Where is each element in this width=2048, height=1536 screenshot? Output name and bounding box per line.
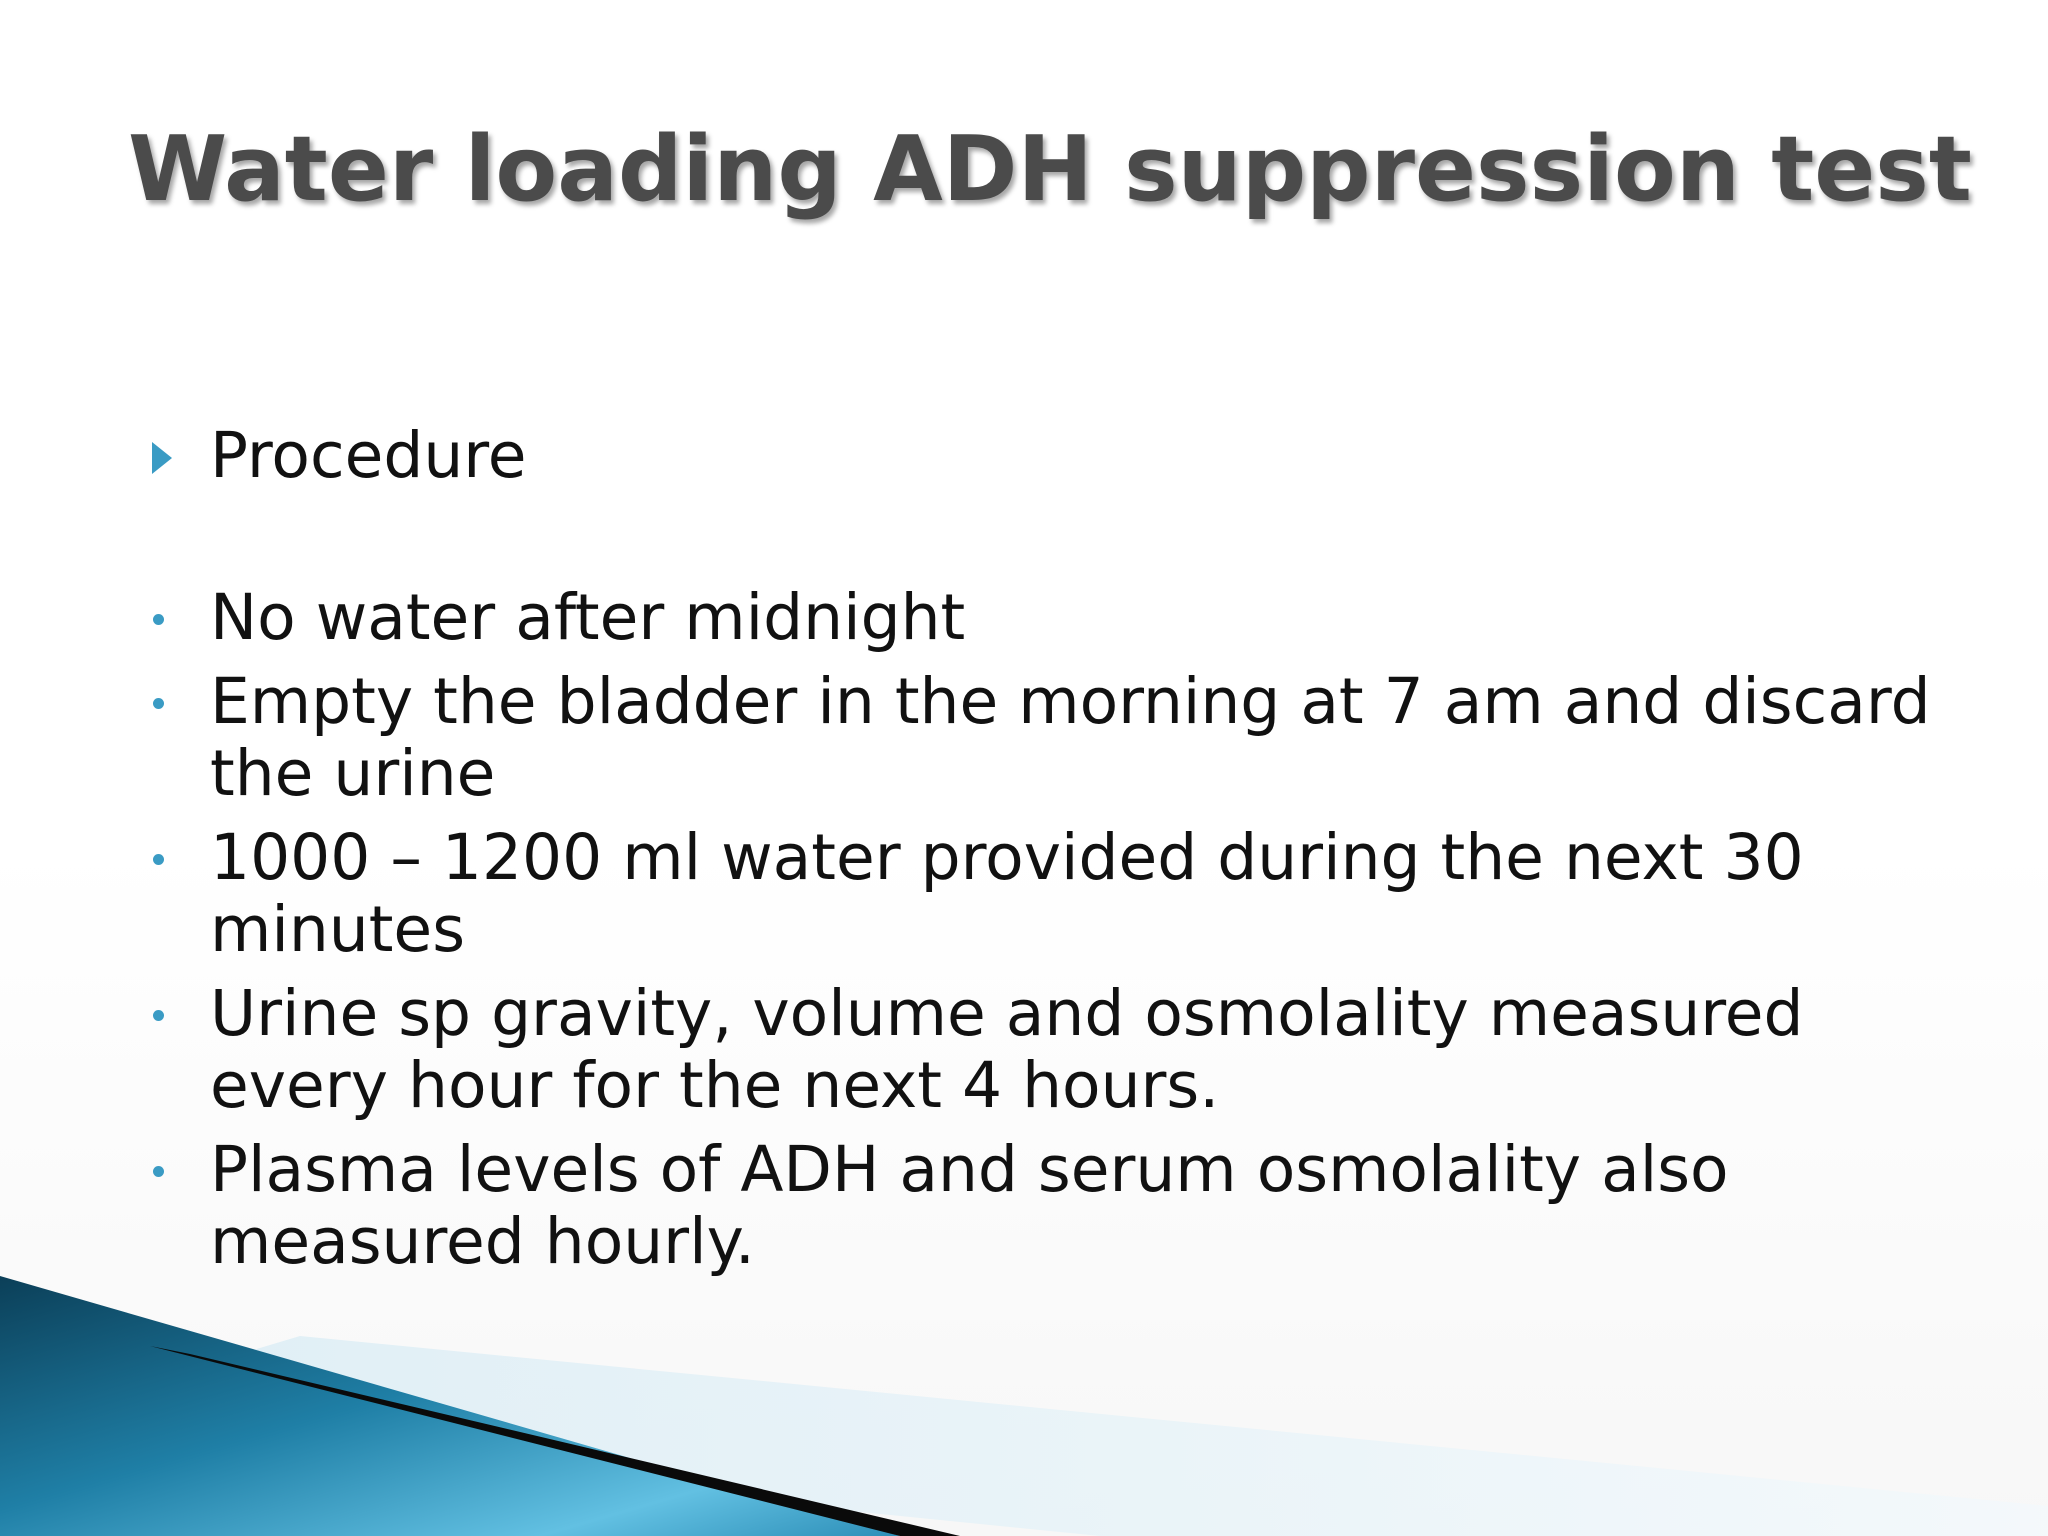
list-item-text: Empty the bladder in the morning at 7 am and discard the urine (210, 665, 1931, 810)
list-item-text: Plasma levels of ADH and serum osmolality also measured hourly. (210, 1133, 1729, 1278)
list-item (140, 822, 1960, 966)
dot-icon (153, 1166, 164, 1177)
slide-title: Water loading ADH suppression test (128, 117, 1972, 222)
dot-icon (153, 698, 164, 709)
slide-content (140, 420, 1960, 1290)
dot-icon (153, 614, 164, 625)
procedure-heading-text: Procedure (210, 419, 527, 492)
dot-icon (153, 854, 164, 865)
triangle-right-icon (152, 442, 172, 474)
list-item (140, 582, 1960, 654)
dot-icon (153, 1010, 164, 1021)
procedure-heading (140, 420, 1960, 492)
list-item (140, 978, 1960, 1122)
list-item-text: 1000 – 1200 ml water provided during the next 30 minutes (210, 821, 1804, 966)
list-item (140, 666, 1960, 810)
corner-decoration (0, 1276, 2048, 1536)
list-item (140, 1134, 1960, 1278)
list-item-text: Urine sp gravity, volume and osmolality measured every hour for the next 4 hours. (210, 977, 1804, 1122)
list-item-text: No water after midnight (210, 581, 966, 654)
